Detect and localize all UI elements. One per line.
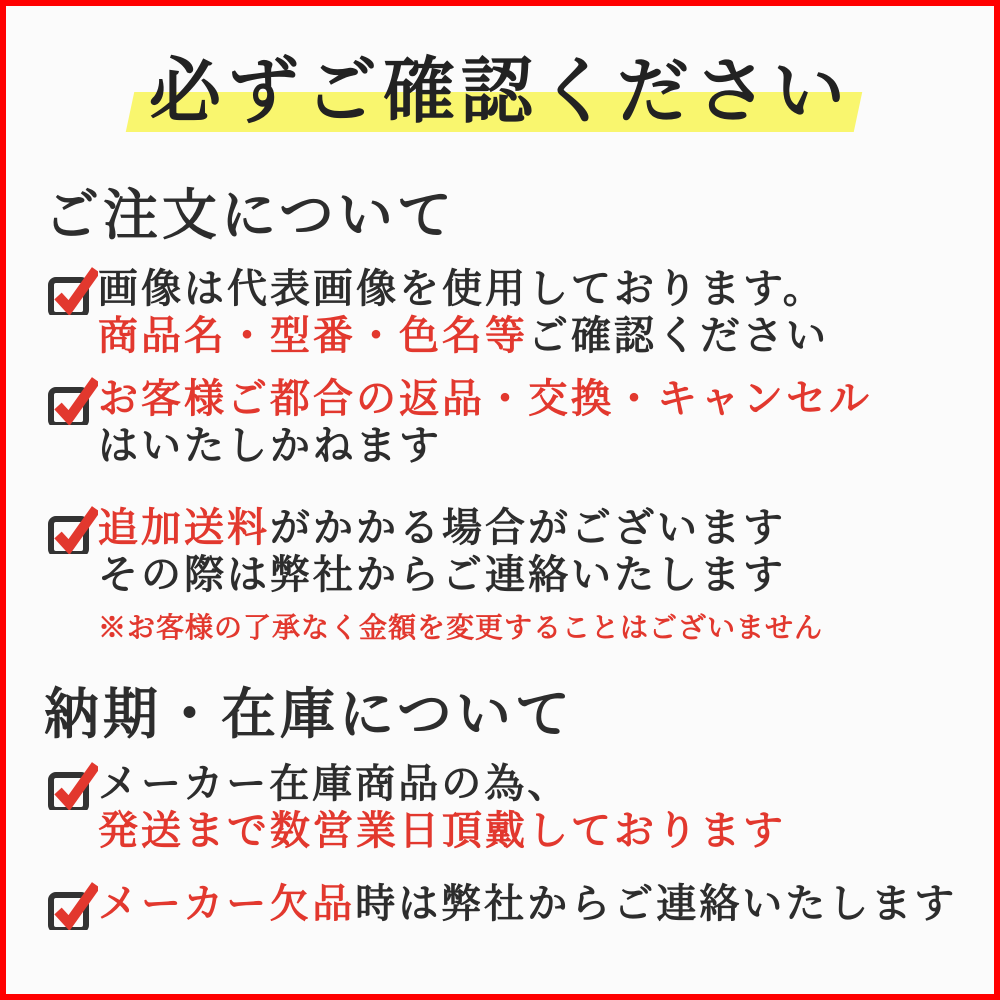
item-line: はいたしかねます: [98, 423, 442, 468]
list-item-extra-shipping: [46, 504, 823, 646]
list-item-maker-shortage: [46, 880, 957, 930]
item-text: [98, 760, 786, 854]
list-item-representative-image: [46, 265, 829, 359]
checkbox-checked-icon: [46, 880, 98, 930]
checkbox-checked-icon: [46, 760, 98, 810]
item-line: 商品名・型番・色名等ご確認ください: [98, 313, 829, 358]
item-note: ※お客様の了承なく金額を変更することはございません: [98, 613, 824, 644]
item-line: 発送まで数営業日頂戴しております: [98, 808, 786, 853]
section-heading-order: ご注文について: [44, 185, 456, 246]
item-line: 追加送料がかかる場合がございます: [98, 505, 786, 550]
item-line: メーカー欠品時は弊社からご連絡いたします: [98, 881, 958, 926]
item-text: [98, 375, 872, 469]
section-heading-stock: 納期・在庫について: [44, 684, 574, 745]
item-text: [98, 880, 957, 927]
item-text: [98, 265, 829, 359]
item-line: お客様ご都合の返品・交換・キャンセル: [98, 376, 872, 421]
checkbox-checked-icon: [46, 504, 98, 554]
page-title: 必ずご確認ください: [148, 52, 851, 132]
checkbox-checked-icon: [46, 265, 98, 315]
checkbox-checked-icon: [46, 375, 98, 425]
item-line: メーカー在庫商品の為、: [98, 761, 571, 806]
item-text: [98, 504, 823, 646]
list-item-no-returns: [46, 375, 872, 469]
list-item-maker-stock: [46, 760, 786, 854]
item-line: 画像は代表画像を使用しております。: [98, 266, 826, 311]
item-line: その際は弊社からご連絡いたします: [98, 552, 786, 597]
